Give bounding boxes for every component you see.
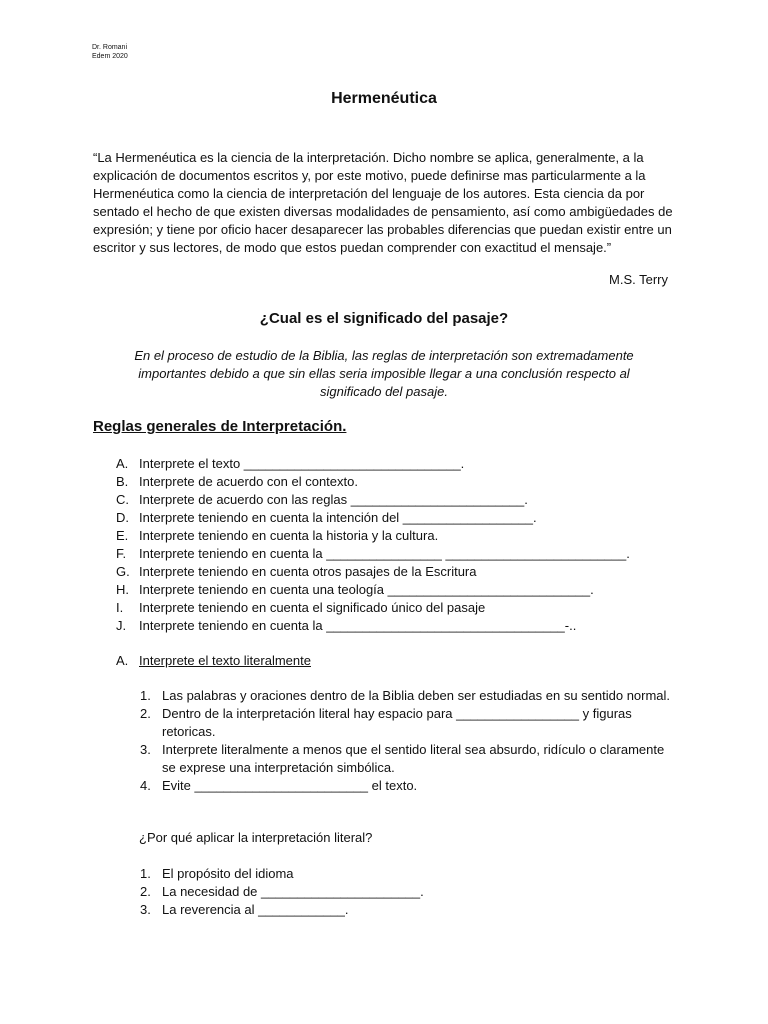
list-item-text: Interprete teniendo en cuenta la historia y la cultura. [139, 528, 439, 543]
header-course: Edem 2020 [92, 53, 128, 60]
list-marker: I. [116, 600, 124, 615]
list-item [0, 509, 768, 527]
list-item [0, 545, 768, 563]
list-item [0, 563, 768, 581]
quote-attribution: M.S. Terry [609, 272, 668, 287]
list-marker: 1. [140, 866, 151, 881]
list-item-text: La reverencia al ____________. [162, 902, 349, 917]
list-item [0, 705, 672, 741]
list-item [0, 865, 768, 883]
list-marker: D. [116, 510, 129, 525]
list-marker: J. [116, 618, 127, 633]
list-marker: 2. [140, 884, 151, 899]
list-marker: E. [116, 528, 129, 543]
page-title: Hermenéutica [331, 90, 437, 107]
rules-list [0, 455, 768, 635]
list-item-text: Las palabras y oraciones dentro de la Biblia deben ser estudiadas en su sentido normal. [162, 688, 671, 703]
list-marker: G. [116, 564, 130, 579]
list-item-text: La necesidad de ______________________. [162, 884, 424, 899]
list-item [0, 687, 672, 705]
list-item-text: Interprete teniendo en cuenta la _________________________________-.. [139, 618, 577, 633]
list-item-text: Interprete literalmente a menos que el sentido literal sea absurdo, ridículo o claramente se exprese una interpretación simbólica. [162, 742, 665, 775]
list-item-text: Interprete de acuerdo con el contexto. [139, 474, 358, 489]
list-item-text: El propósito del idioma [162, 866, 294, 881]
header-author: Dr. Romani [92, 44, 128, 51]
header-note [92, 43, 128, 61]
rules-heading: Reglas generales de Interpretación. [93, 418, 347, 435]
section-a-marker: A. [116, 653, 129, 668]
list-item-text: Evite ________________________ el texto. [162, 778, 418, 793]
list-item-text: Interprete de acuerdo con las reglas ________________________. [139, 492, 528, 507]
why-points-list [0, 865, 768, 919]
list-marker: A. [116, 456, 129, 471]
list-marker: 4. [140, 778, 151, 793]
list-item [0, 777, 672, 795]
list-item [0, 901, 768, 919]
list-item [0, 455, 768, 473]
literal-points-list [0, 687, 768, 795]
list-item-text: Interprete teniendo en cuenta la intención del __________________. [139, 510, 537, 525]
quote-paragraph: “La Hermenéutica es la ciencia de la interpretación. Dicho nombre se aplica, generalmente, a la explicación de documentos escritos y, por este motivo, puede definirse mas particularmente a la Hermenéutica como la ciencia de interpretación del lenguaje de los autores. Esta ciencia da por sentado el hecho de que existen diversas modalidades de pensamiento, así como ambigüedades de expresión; y tiene por oficio hacer desaparecer las probables diferencias que puedan existir entre un escritor y sus lectores, de modo que estos puedan comprender con exactitud el mensaje.” [93, 150, 673, 255]
list-item [0, 617, 768, 635]
list-marker: 1. [140, 688, 151, 703]
list-item-text: Interprete teniendo en cuenta una teología ____________________________. [139, 582, 594, 597]
list-marker: H. [116, 582, 129, 597]
section-question-heading: ¿Cual es el significado del pasaje? [259, 310, 509, 327]
section-a-title: Interprete el texto literalmente [139, 653, 311, 668]
list-item-text: Interprete teniendo en cuenta la ________________ _________________________. [139, 546, 630, 561]
list-item-text: Interprete teniendo en cuenta el significado único del pasaje [139, 600, 486, 615]
list-marker: F. [116, 546, 127, 561]
list-marker: 3. [140, 742, 151, 757]
list-marker: B. [116, 474, 129, 489]
list-item [0, 599, 768, 617]
list-marker: 3. [140, 902, 151, 917]
list-item [0, 883, 768, 901]
list-item-text: Interprete el texto ______________________________. [139, 456, 465, 471]
list-item-text: Dentro de la interpretación literal hay espacio para _________________ y figuras retoricas. [162, 706, 632, 739]
list-item [0, 491, 768, 509]
list-marker: C. [116, 492, 129, 507]
list-item [0, 527, 768, 545]
why-question: ¿Por qué aplicar la interpretación literal? [139, 830, 373, 845]
list-item [0, 473, 768, 491]
list-item [0, 581, 768, 599]
list-item-text: Interprete teniendo en cuenta otros pasajes de la Escritura [139, 564, 477, 579]
section-a-heading [116, 652, 311, 670]
list-item [0, 741, 672, 777]
intro-paragraph: En el proceso de estudio de la Biblia, las reglas de interpretación son extremadamente importantes debido a que sin ellas seria imposible llegar a una conclusión respecto al significado del pasaje. [134, 348, 634, 399]
list-marker: 2. [140, 706, 151, 721]
